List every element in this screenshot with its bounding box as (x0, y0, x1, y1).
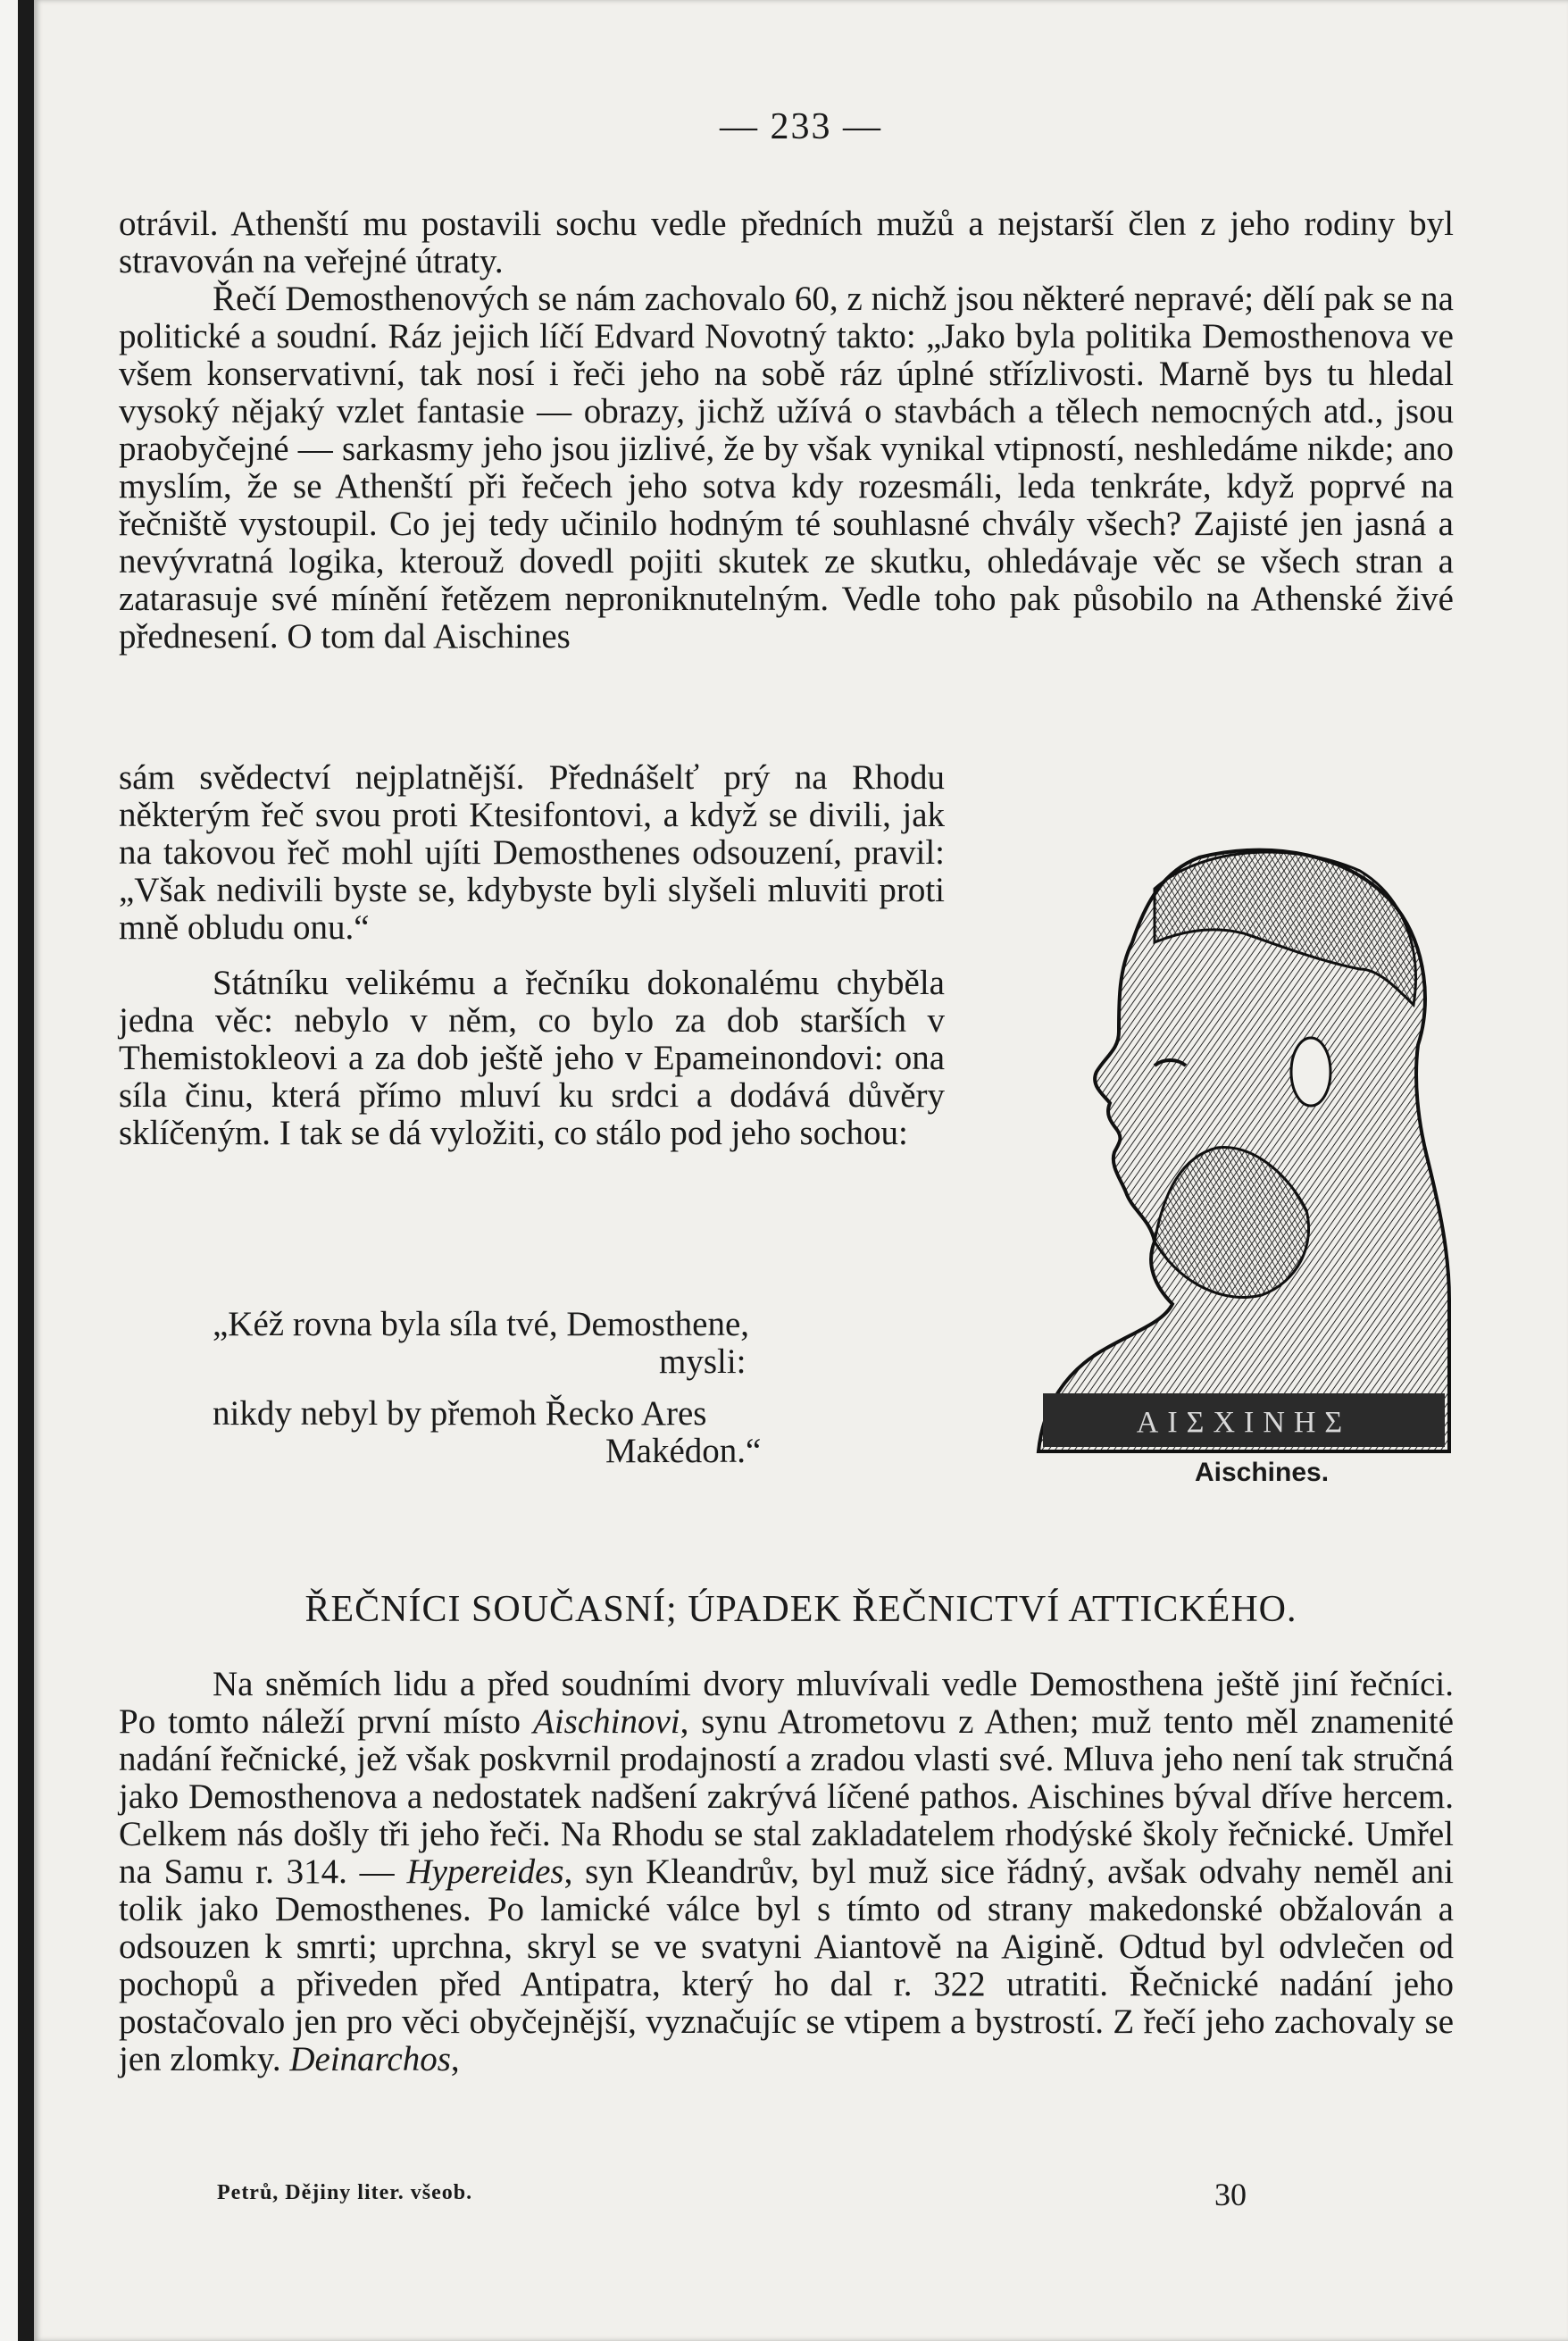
book-page (34, 0, 1568, 2341)
figure-caption: Aischines. (1194, 1458, 1330, 1487)
epigram-line-2-end: Makédon.“ (605, 1432, 762, 1470)
section-heading: ŘEČNÍCI SOUČASNÍ; ÚPADEK ŘEČNICTVÍ ATTICKÉHO. (304, 1589, 1297, 1630)
epigram-line-1-end: mysli: (659, 1342, 746, 1381)
page-number: — 233 — (720, 106, 882, 147)
paragraph-speeches: Řečí Demosthenových se nám zachovalo 60, z nichž jsou některé nepravé; dělí pak se na politické a soudní. Ráz jejich líčí Edvard Novotný takto: „Jako byla politika Demosthenova ve všem konservativní, tak nosí i řeči jeho na sobě ráz úplné střízlivosti. Marně bys tu hledal vysoký nějaký vzlet fantasie — obrazy, jichž užívá o stavbách a tělech nemocných atd., jsou praobyčejné — sarkasmy jeho jsou jizlivé, že by však vynikal vtipností, neshledáme nikde; ano myslím, že se Athenští při řečech jeho sotva kdy rozesmáli, leda tenkráte, když poprvé na řečniště vystoupil. Co jej tedy učinilo hodným té souhlasné chvály všech? Zajisté jen jasná a nevývratná logika, kterouž dovedl pojiti skutek ze skutku, ohledávaje věc se všech stran a zatarasuje své mínění řetězem neproniknutelným. Vedle toho pak působilo na Athenské živé přednesení. O tom dal Aischines (119, 280, 1454, 656)
epigram-line-1: „Kéž rovna byla síla tvé, Demosthene, (213, 1305, 750, 1343)
epigram (119, 1306, 945, 1470)
ear-shape (1291, 1038, 1330, 1106)
text-run: , (450, 2040, 460, 2078)
paragraph-speeches-continued: sám svědectví nejplatnější. Přednášelť prý na Rhodu některým řeč svou proti Ktesifontovi, a když se divili, jak na takovou řeč mohl ujíti Demosthenes odsouzení, pravil: „Však nedivili byste se, kdybyste byli slyšeli mluviti proti mně obludu onu.“ (119, 758, 945, 947)
book-spine-edge (0, 0, 34, 2341)
epigram-line-2: nikdy nebyl by přemoh Řecko Ares (213, 1394, 707, 1433)
name-hypereides: Hypereides (406, 1852, 564, 1891)
paragraph-contemporary-orators (119, 1666, 1454, 2078)
text-block-top (119, 205, 1454, 656)
text-block-beside-figure (119, 759, 945, 1152)
paragraph-statesman: Státníku velikému a řečníku dokonalému chyběla jedna věc: nebylo v něm, co bylo za dob starších v Themistokleovi a za dob ještě jeho v Epameinondovi: ona síla činu, která přímo mluví ku srdci a dodává důvěry sklíčeným. I tak se dá vyložiti, co stálo pod jeho sochou: (119, 964, 945, 1152)
bust-illustration (1021, 835, 1454, 1460)
inscription-text: ΑΙΣΧΙΝΗΣ (1136, 1406, 1352, 1439)
paragraph-continuation: otrávil. Athenští mu postavili sochu vedle předních mužů a nejstarší člen z jeho rodiny byl stravován na veřejné útraty. (119, 205, 1454, 280)
text-run: , syn Kleandrův, byl muž sice řádný, avšak odvahy neměl ani tolik jako Demosthenes. Po lamické válce byl s tímto od strany makedonské obžalován a odsouzen k smrti; uprchna, skryl se ve svatyni Aiantově na Aigině. Odtud byl odvlečen od pochopů a přiveden před Antipatra, který ho dal r. 322 utratiti. Řečnické nadání jeho postačovalo jen pro věci obyčejnější, vyznačujíc se vtipem a bystrostí. Z řečí jeho zachovaly se jen zlomky. (119, 1852, 1454, 2078)
text-run: Na sněmích lidu a před soudními dvory mluvívali vedle Demosthena ještě jiní řečníci. Po tomto náleží první místo (119, 1665, 1454, 1741)
footer-signature-number: 30 (1214, 2177, 1247, 2212)
name-deinarchos: Deinarchos (289, 2040, 451, 2078)
name-aischines: Aischinovi (532, 1702, 680, 1741)
text-block-bottom (119, 1666, 1454, 2078)
footer-book-title: Petrů, Dějiny liter. všeob. (217, 2181, 473, 2204)
text-run: , synu Atrometovu z Athen; muž tento měl znamenité nadání řečnické, jež však poskvrnil prodajností a zradou vlasti své. Mluva jeho není tak stručná jako Demosthenova a nedostatek nadšení zakrývá líčené pathos. Aischines býval dříve hercem. Celkem nás došly tři jeho řeči. Na Rhodu se stal zakladatelem rhodýské školy řečnické. Umřel na Samu r. 314. — (119, 1702, 1454, 1891)
